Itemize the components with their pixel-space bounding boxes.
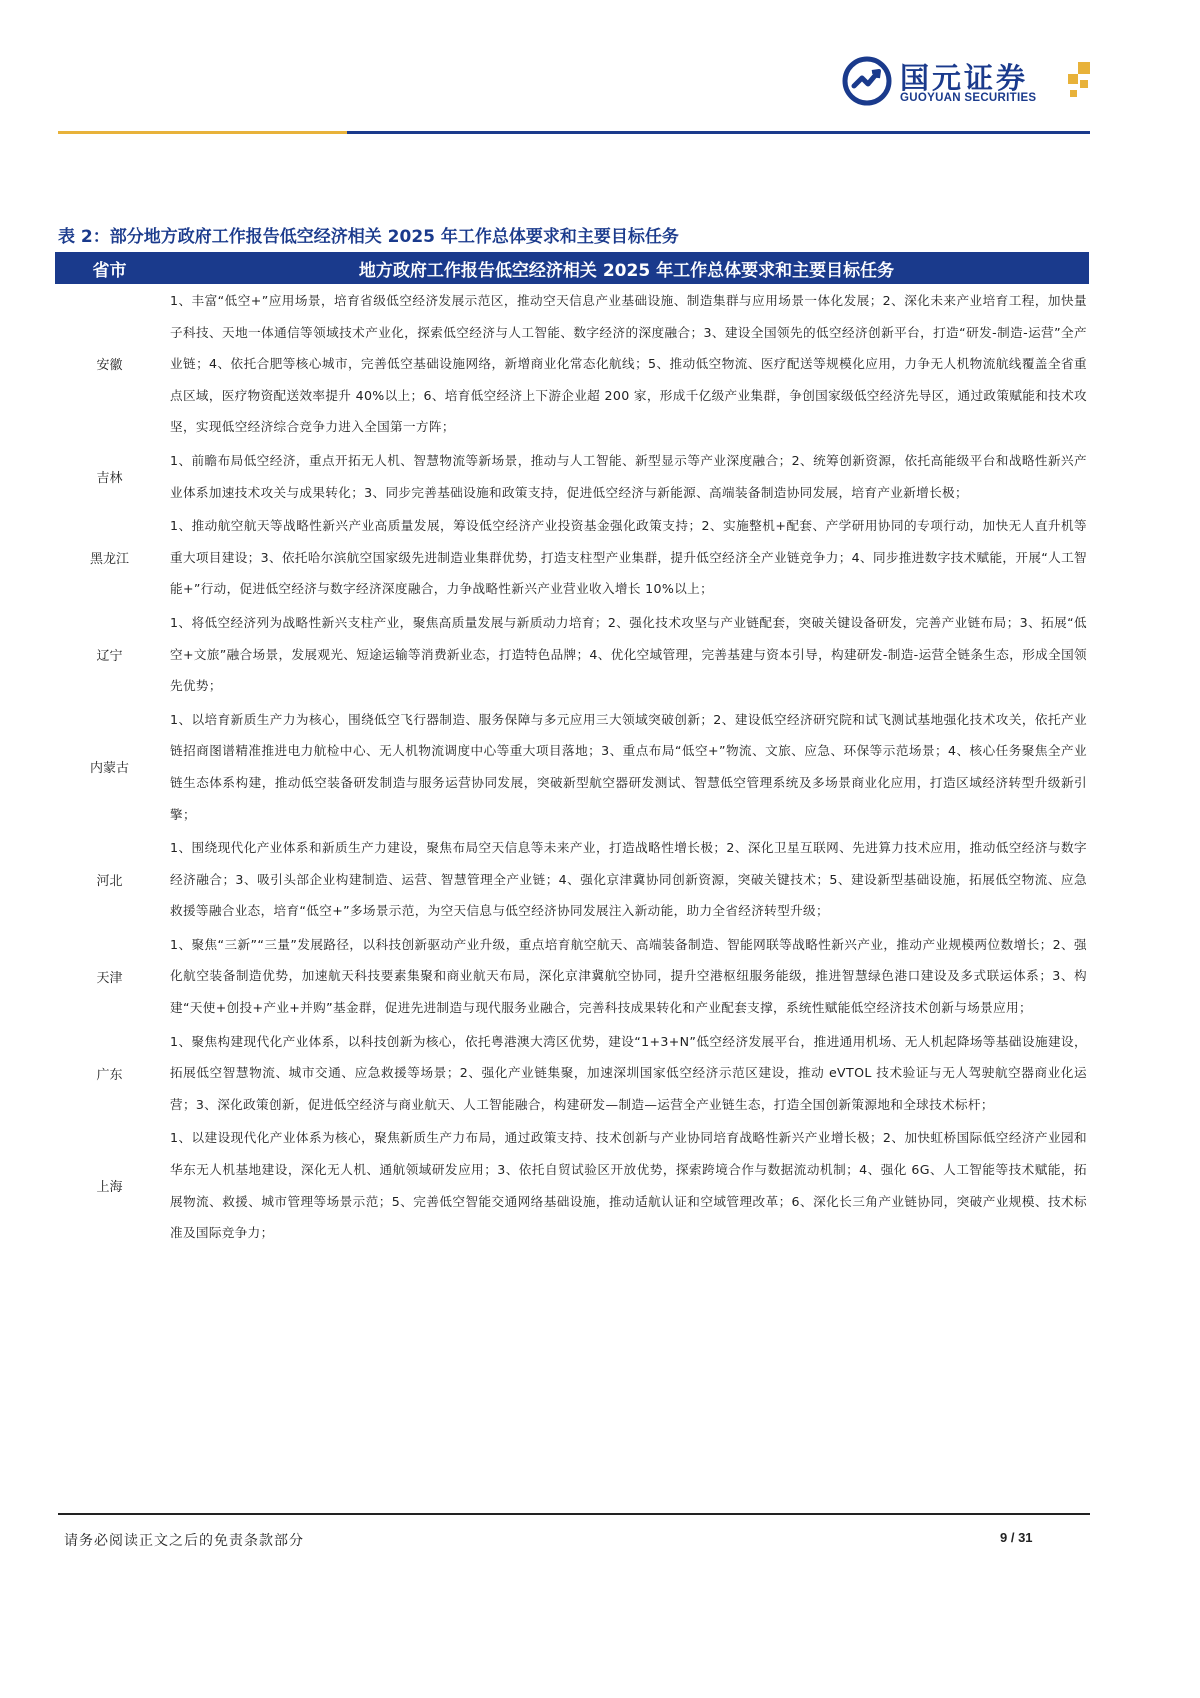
header-divider <box>58 131 1090 134</box>
disclaimer-text: 请务必阅读正文之后的免责条款部分 <box>64 1533 304 1549</box>
content-cell: 1、以培育新质生产力为核心，围绕低空飞行器制造、服务保障与多元应用三大领域突破创新；2、建设低空经济研究院和试飞测试基地强化技术攻关，依托产业链招商图谱精准推进电力航检中心、无人机物流调度中心等重大项目落地；3、重点布局“低空+”物流、文旅、应急、环保等示范场景；4、核心任务聚焦全产业链生态体系构建，推动低空装备研发制造与服务运营协同发展，突破新型航空器研发测试、智慧低空管理系统及多场景商业化应用，打造区域经济转型升级新引擎； <box>170 711 1087 822</box>
table-row <box>55 928 1089 1025</box>
table-row <box>55 1121 1089 1249</box>
content-cell: 1、围绕现代化产业体系和新质生产力建设，聚焦布局空天信息等未来产业，打造战略性增长极；2、深化卫星互联网、先进算力技术应用，推动低空经济与数字经济融合；3、吸引头部企业构建制造、运营、智慧管理全产业链；4、强化京津冀协同创新资源，突破关键技术；5、建设新型基础设施，拓展低空物流、应急救援等融合业态，培育“低空+”多场景示范，为空天信息与低空经济协同发展注入新动能，助力全省经济转型升级； <box>170 840 1087 919</box>
page-number: 9 / 31 <box>1000 1530 1033 1545</box>
content-cell: 1、聚焦“三新”“三量”发展路径，以科技创新驱动产业升级，重点培育航空航天、高端装备制造、智能网联等战略性新兴产业，推动产业规模两位数增长；2、强化航空装备制造优势，加速航天科技要素集聚和商业航天布局，深化京津冀航空协同，提升空港枢纽服务能级，推进智慧绿色港口建设及多式联运体系；3、构建“天使+创投+产业+并购”基金群，促进先进制造与现代服务业融合，完善科技成果转化和产业配套支撑，系统性赋能低空经济技术创新与场景应用； <box>170 936 1088 1016</box>
table-row <box>55 284 1089 444</box>
policy-table <box>55 252 1089 1250</box>
header-content: 地方政府工作报告低空经济相关 2025 年工作总体要求和主要目标任务 <box>164 252 1089 284</box>
table-title: 表 2：部分地方政府工作报告低空经济相关 2025 年工作总体要求和主要目标任务 <box>58 227 679 247</box>
province-cell: 内蒙古 <box>89 761 129 777</box>
content-cell: 1、聚焦构建现代化产业体系，以科技创新为核心，依托粤港澳大湾区优势，建设“1+3+N”低空经济发展平台，推进通用机场、无人机起降场等基础设施建设，拓展低空智慧物流、城市交通、应急救援等场景；2、强化产业链集聚，加速深圳国家低空经济示范区建设，推动 eVTOL 技术验证与无人驾驶航空器商业化运营；3、深化政策创新，促进低空经济与商业航天、人工智能融合，构建研发—制造—运营全产业链生态，打造全国创新策源地和全球技术标杆； <box>170 1033 1087 1112</box>
table-row <box>55 444 1089 509</box>
province-cell: 河北 <box>96 873 123 889</box>
table-row <box>55 703 1089 831</box>
content-cell: 1、前瞻布局低空经济，重点开拓无人机、智慧物流等新场景，推动与人工智能、新型显示等产业深度融合；2、统筹创新资源，依托高能级平台和战略性新兴产业体系加速技术攻关与成果转化；3、同步完善基础设施和政策支持，促进低空经济与新能源、高端装备制造协同发展，培育产业新增长极； <box>170 452 1087 500</box>
content-cell: 1、丰富“低空+”应用场景，培育省级低空经济发展示范区，推动空天信息产业基础设施、制造集群与应用场景一体化发展；2、深化未来产业培育工程，加快量子科技、天地一体通信等领域技术产业化，探索低空经济与人工智能、数字经济的深度融合；3、建设全国领先的低空经济创新平台，打造“研发-制造-运营”全产业链；4、依托合肥等核心城市，完善低空基础设施网络，新增商业化常态化航线；5、推动低空物流、医疗配送等规模化应用，力争无人机物流航线覆盖全省重点区域，医疗物资配送效率提升 40%以上；6、培育低空经济上下游企业超 200 家，形成千亿级产业集群，争创国家级低空经济先导区，通过政策赋能和技术攻坚，实现低空经济综合竞争力进入全国第一方阵； <box>170 293 1087 435</box>
table-row <box>55 509 1089 606</box>
province-cell: 广东 <box>96 1067 123 1083</box>
footer-divider <box>58 1513 1090 1515</box>
guoyuan-logo-icon <box>842 56 892 106</box>
content-cell: 1、以建设现代化产业体系为核心，聚焦新质生产力布局，通过政策支持、技术创新与产业协同培育战略性新兴产业增长极；2、加快虹桥国际低空经济产业园和华东无人机基地建设，深化无人机、通航领域研发应用；3、依托自贸试验区开放优势，探索跨境合作与数据流动机制；4、强化 6G、人工智能等技术赋能，拓展物流、救援、城市管理等场景示范；5、完善低空智能交通网络基础设施，推动适航认证和空域管理改革；6、深化长三角产业链协同，突破产业规模、技术标准及国际竞争力； <box>170 1130 1087 1241</box>
content-cell: 1、推动航空航天等战略性新兴产业高质量发展，筹设低空经济产业投资基金强化政策支持；2、实施整机+配套、产学研用协同的专项行动，加快无人直升机等重大项目建设；3、依托哈尔滨航空国家级先进制造业集群优势，打造支柱型产业集群，提升低空经济全产业链竞争力；4、同步推进数字技术赋能，开展“人工智能+”行动，促进低空经济与数字经济深度融合，力争战略性新兴产业营业收入增长 10%以上； <box>170 518 1087 597</box>
company-logo <box>842 50 1102 112</box>
province-cell: 吉林 <box>96 471 123 487</box>
logo-squares-icon <box>1064 62 1094 104</box>
header-province: 省市 <box>55 252 164 284</box>
table-row <box>55 606 1089 703</box>
province-cell: 安徽 <box>96 358 123 374</box>
logo-english-name: GUOYUAN SECURITIES <box>900 92 1037 104</box>
province-cell: 天津 <box>96 970 123 986</box>
table-header-row <box>55 252 1089 284</box>
province-cell: 辽宁 <box>96 648 123 664</box>
table-row <box>55 1025 1089 1122</box>
province-cell: 上海 <box>96 1180 123 1196</box>
province-cell: 黑龙江 <box>89 552 129 568</box>
content-cell: 1、将低空经济列为战略性新兴支柱产业，聚焦高质量发展与新质动力培育；2、强化技术攻坚与产业链配套，突破关键设备研发，完善产业链布局；3、拓展“低空+文旅”融合场景，发展观光、短途运输等消费新业态，打造特色品牌；4、优化空域管理，完善基建与资本引导，构建研发-制造-运营全链条生态，形成全国领先优势； <box>170 614 1087 694</box>
table-row <box>55 831 1089 928</box>
logo-chinese-name: 国元证券 <box>900 61 1029 95</box>
